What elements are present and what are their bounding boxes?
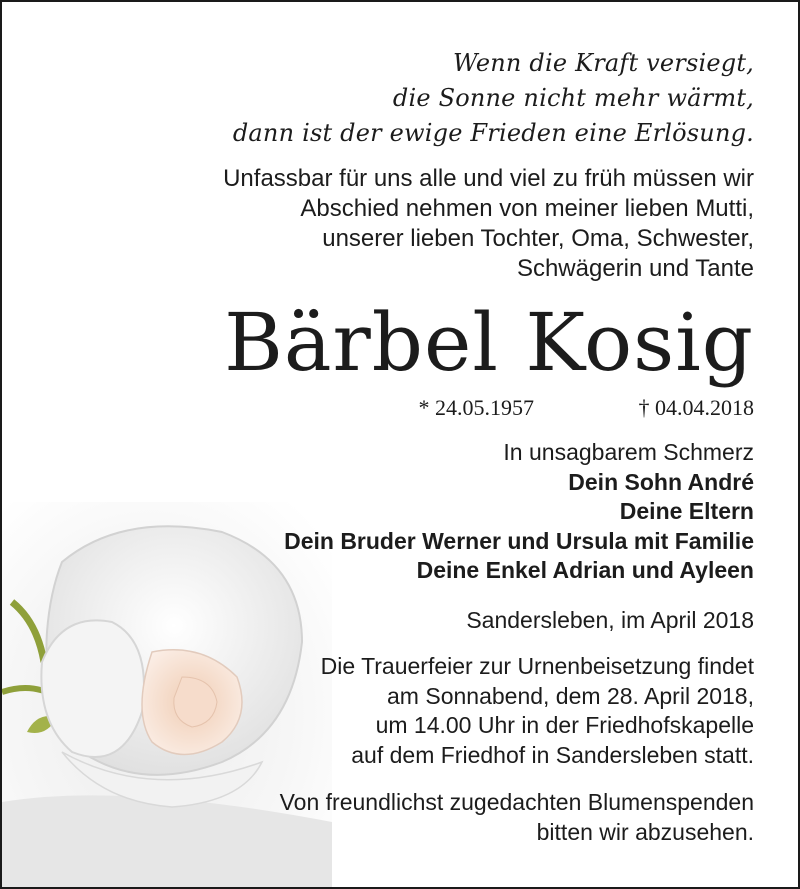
mourner-name: Dein Sohn André <box>568 468 754 495</box>
mourner-name: Deine Enkel Adrian und Ayleen <box>416 557 754 583</box>
flowers-note <box>280 788 754 847</box>
ceremony-info <box>321 652 754 770</box>
intro-line: Schwägerin und Tante <box>516 255 754 282</box>
poem-line: dann ist der ewige Frieden eine Erlösung. <box>232 119 754 147</box>
ceremony-line: um 14.00 Uhr in der Friedhofskapelle <box>375 712 754 738</box>
ceremony-line: Die Trauerfeier zur Urnenbeisetzung findet <box>320 653 754 679</box>
intro-line: Abschied nehmen von meiner lieben Mutti, <box>300 195 754 222</box>
ceremony-line: am Sonnabend, dem 28. April 2018, <box>387 682 754 709</box>
poem-line: Wenn die Kraft versiegt, <box>452 49 754 77</box>
intro-line: Unfassbar für uns alle und viel zu früh müssen wir <box>223 165 754 192</box>
ceremony-line: auf dem Friedhof in Sandersleben statt. <box>351 741 754 768</box>
mourners <box>284 438 754 586</box>
poem-line: die Sonne nicht mehr wärmt, <box>392 84 754 112</box>
place-date: Sandersleben, im April 2018 <box>466 607 754 633</box>
birth-date: * 24.05.1957 <box>418 395 534 420</box>
mourner-name: Dein Bruder Werner und Ursula mit Familie <box>284 527 754 554</box>
flowers-line: bitten wir abzusehen. <box>536 818 754 845</box>
mourners-intro: In unsagbarem Schmerz <box>503 439 754 465</box>
intro-line: unserer lieben Tochter, Oma, Schwester, <box>322 225 754 252</box>
flowers-line: Von freundlichst zugedachten Blumenspenden <box>279 789 754 815</box>
intro-text <box>223 164 754 284</box>
deceased-name: Bärbel Kosig <box>224 296 754 389</box>
death-date: † 04.04.2018 <box>638 395 754 420</box>
poem <box>233 46 754 151</box>
mourner-name: Deine Eltern <box>619 498 754 524</box>
